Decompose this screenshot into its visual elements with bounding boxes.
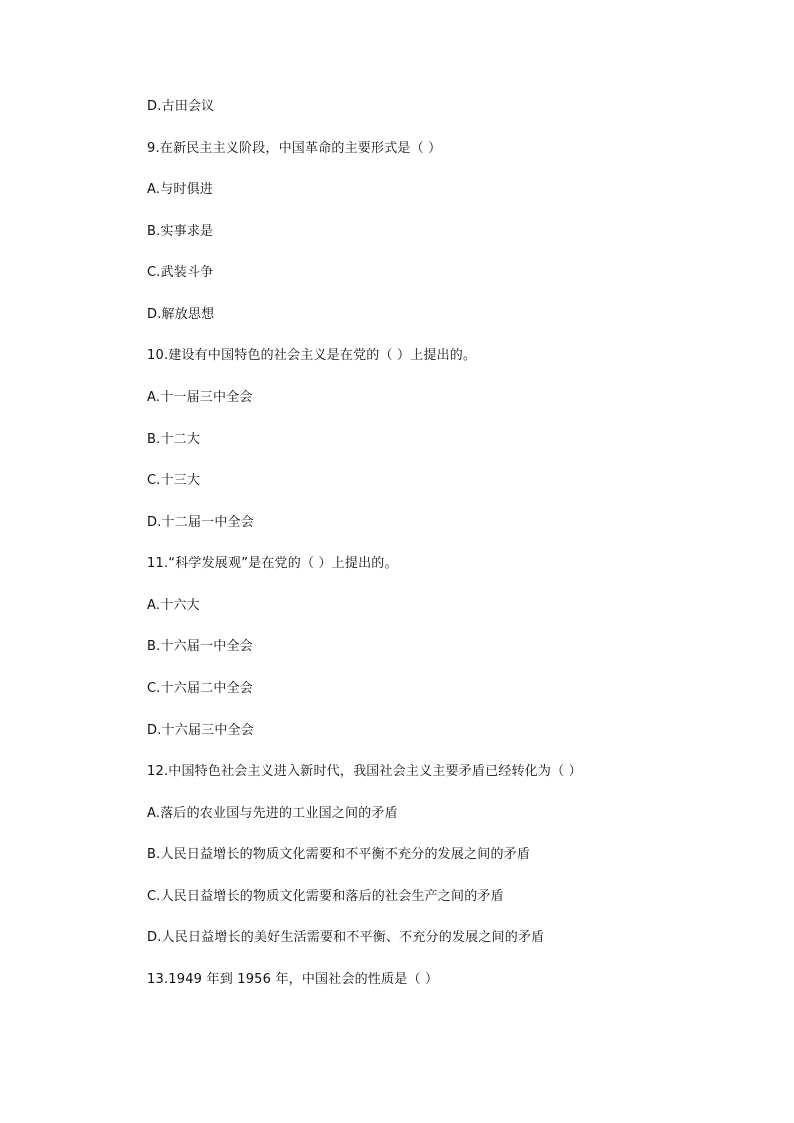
option-b-q9: B.实事求是: [147, 224, 214, 239]
question-13: 13.1949 年到 1956 年，中国社会的性质是（ ）: [147, 972, 439, 987]
option-a-q9: A.与时俱进: [147, 182, 213, 197]
option-a-q10: A.十一届三中全会: [147, 390, 253, 405]
question-10: 10.建设有中国特色的社会主义是在党的（ ）上提出的。: [147, 348, 477, 363]
option-d-q10: D.十二届一中全会: [147, 515, 254, 530]
option-d-q8: D.古田会议: [147, 99, 215, 114]
option-d-q9: D.解放思想: [147, 307, 215, 322]
question-12: 12.中国特色社会主义进入新时代，我国社会主义主要矛盾已经转化为（ ）: [147, 764, 582, 779]
option-c-q9: C.武装斗争: [147, 265, 214, 280]
option-a-q11: A.十六大: [147, 598, 200, 613]
option-c-q10: C.十三大: [147, 473, 201, 488]
option-c-q11: C.十六届二中全会: [147, 681, 254, 696]
option-b-q10: B.十二大: [147, 432, 201, 447]
option-a-q12: A.落后的农业国与先进的工业国之间的矛盾: [147, 806, 398, 821]
question-9: 9.在新民主主义阶段，中国革命的主要形式是（ ）: [147, 141, 442, 156]
question-11: 11.“科学发展观”是在党的（ ）上提出的。: [147, 556, 398, 571]
option-d-q12: D.人民日益增长的美好生活需要和不平衡、不充分的发展之间的矛盾: [147, 930, 545, 945]
option-c-q12: C.人民日益增长的物质文化需要和落后的社会生产之间的矛盾: [147, 889, 504, 904]
option-b-q11: B.十六届一中全会: [147, 639, 253, 654]
option-d-q11: D.十六届三中全会: [147, 723, 254, 738]
option-b-q12: B.人民日益增长的物质文化需要和不平衡不充分的发展之间的矛盾: [147, 847, 531, 862]
